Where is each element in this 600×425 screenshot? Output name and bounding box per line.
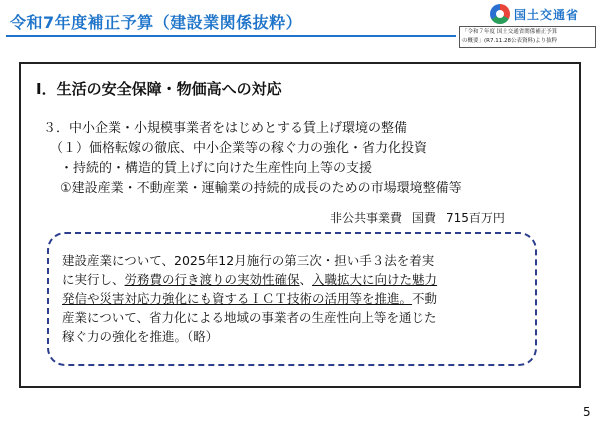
circled-item: ①建設産業・不動産業・運輸業の持続的成長のための市場環境整備等 — [60, 181, 462, 196]
page-number: 5 — [583, 405, 591, 419]
ministry-logo-icon — [490, 4, 510, 24]
header-rule — [6, 35, 456, 37]
page-title: 令和7年度補正予算（建設業関係抜粋） — [10, 13, 303, 32]
item-heading: ３．中小企業・小規模事業者をはじめとする賃上げ環境の整備 — [43, 121, 408, 136]
budget-amount: 715百万円 — [446, 211, 505, 225]
sub-item: （１）価格転嫁の徹底、中小企業等の稼ぐ力の強化・省力化投資 — [50, 141, 428, 156]
ministry-logo-text: 国土交通省 — [514, 7, 580, 22]
sub-bullet: ・持続的・構造的賃上げに向けた生産性向上等の支援 — [60, 161, 373, 176]
paragraph-line: 産業について、省力化による地域の事業者の生産性向上等を通じた — [62, 310, 437, 325]
source-note-line: の概要」(R7.11.28公表資料)より抜粋 — [462, 38, 558, 44]
budget-label: 非公共事業費 — [330, 211, 403, 225]
paragraph-line: 稼ぐ力の強化を推進。（略） — [62, 329, 219, 344]
ministry-logo — [490, 3, 594, 25]
budget-amount-label: 国費 — [412, 211, 437, 225]
section-title: Ⅰ．生活の安全保障・物価高への対応 — [36, 80, 282, 98]
source-note — [459, 26, 596, 48]
budget-line — [330, 209, 505, 226]
source-note-line: 「令和７年度 国土交通省関係補正予算 — [462, 29, 558, 35]
paragraph-line: に実行し、労務費の行き渡りの実効性確保、入職拡大に向けた魅力 — [62, 272, 438, 287]
paragraph-line: 建設産業について、2025年12月施行の第三次・担い手３法を着実 — [62, 253, 435, 268]
paragraph-line: 発信や災害対応力強化にも資するＩＣＴ技術の活用等を推進。不動 — [62, 291, 438, 306]
